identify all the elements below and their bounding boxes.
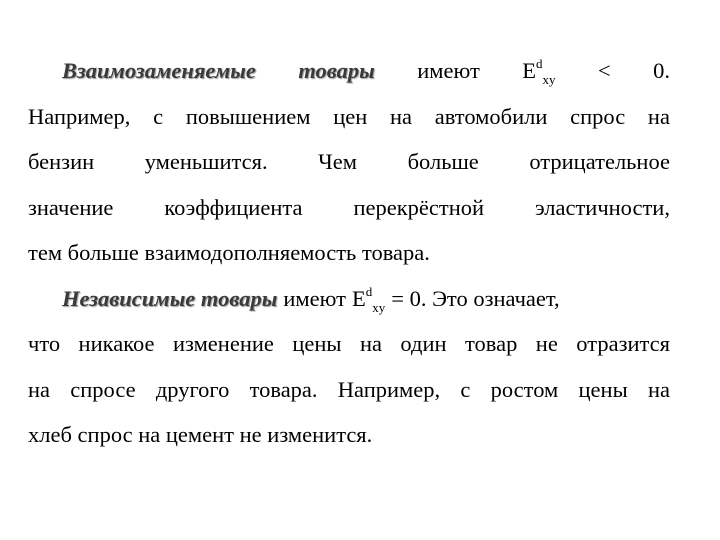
verb-have-2: имеют bbox=[283, 285, 347, 311]
p1-line2-text-word-6: спрос bbox=[570, 103, 626, 129]
p2-line3-text-word-1: спросе bbox=[70, 376, 136, 402]
word-benzin: бензин bbox=[28, 149, 95, 174]
p2-line2-text-word-7: не bbox=[535, 331, 558, 356]
p2-line2-text-word-4: на bbox=[359, 331, 382, 356]
word-the: Чем bbox=[318, 149, 358, 174]
p2-line1 bbox=[28, 280, 670, 326]
term-substitutes-word1: Взаимозаменяемые bbox=[62, 58, 256, 83]
p1-line5 bbox=[28, 234, 670, 280]
p2-line2 bbox=[28, 325, 670, 371]
p1-line2-text-word-0: Например, bbox=[28, 103, 131, 129]
p2-line2-text-word-5: один bbox=[400, 331, 447, 356]
p1-line4-text-word-3: эластичности, bbox=[535, 194, 670, 220]
p2-line2-text-word-6: товар bbox=[465, 331, 518, 356]
term-independent-goods: Независимые товары bbox=[62, 285, 278, 311]
p2-line3-text-word-5: с bbox=[460, 376, 471, 402]
p2-line3-text-word-4: Например, bbox=[337, 376, 441, 402]
p2-line3-text-word-6: ростом bbox=[490, 376, 559, 402]
p2-line2-text-word-8: отразится bbox=[576, 331, 670, 356]
word-more: больше bbox=[407, 149, 479, 174]
text-block bbox=[28, 52, 670, 462]
p1-line2-text-word-1: с bbox=[153, 103, 164, 129]
p2-line2-text-word-0: что bbox=[28, 331, 61, 356]
p2-line2-text-word-3: цены bbox=[292, 331, 342, 356]
p2-line3-text-word-2: другого bbox=[155, 376, 230, 402]
p1-line2-text-word-7: на bbox=[647, 103, 670, 129]
p1-line2-text-word-3: цен bbox=[333, 103, 368, 129]
p1-line5-text: тем больше взаимодополняемость товара. bbox=[28, 240, 430, 265]
p2-line3 bbox=[28, 371, 670, 417]
p1-line1 bbox=[28, 52, 670, 98]
verb-have: имеют bbox=[417, 58, 480, 83]
p1-line2 bbox=[28, 98, 670, 144]
p2-line4 bbox=[28, 416, 670, 462]
p2-line1-rest: = 0. Это означает, bbox=[391, 285, 560, 311]
p2-line2-text-word-2: изменение bbox=[172, 331, 274, 356]
elasticity-symbol-2: $E^d_{xy}$ bbox=[352, 283, 386, 315]
p2-line3-text-word-0: на bbox=[28, 376, 51, 402]
p1-line4-text-word-2: перекрёстной bbox=[353, 194, 485, 220]
p2-line2-text-word-1: никакое bbox=[78, 331, 155, 356]
p2-line3-text-word-8: на bbox=[647, 376, 670, 402]
p2-line4-text: хлеб спрос на цемент не изменится. bbox=[28, 422, 373, 447]
p1-line3 bbox=[28, 143, 670, 189]
word-negative: отрицательное bbox=[529, 149, 670, 174]
p1-line4-text-word-1: коэффициента bbox=[164, 194, 303, 220]
p1-line4-text-word-0: значение bbox=[28, 194, 114, 220]
p1-line4 bbox=[28, 189, 670, 235]
p1-line2-text-word-4: на bbox=[389, 103, 413, 129]
term-substitutes-word2: товары bbox=[298, 58, 375, 83]
p2-line3-text-word-7: цены bbox=[578, 376, 628, 402]
zero-value: 0. bbox=[653, 58, 670, 83]
word-decrease: уменьшится. bbox=[144, 149, 268, 174]
p2-line3-text-word-3: товара. bbox=[249, 376, 318, 402]
less-than-sign: < bbox=[597, 58, 611, 83]
elasticity-symbol: $E^d_{xy}$ bbox=[522, 56, 556, 87]
p1-line2-text-word-5: автомобили bbox=[434, 103, 548, 129]
p1-line2-text-word-2: повышением bbox=[185, 103, 311, 129]
